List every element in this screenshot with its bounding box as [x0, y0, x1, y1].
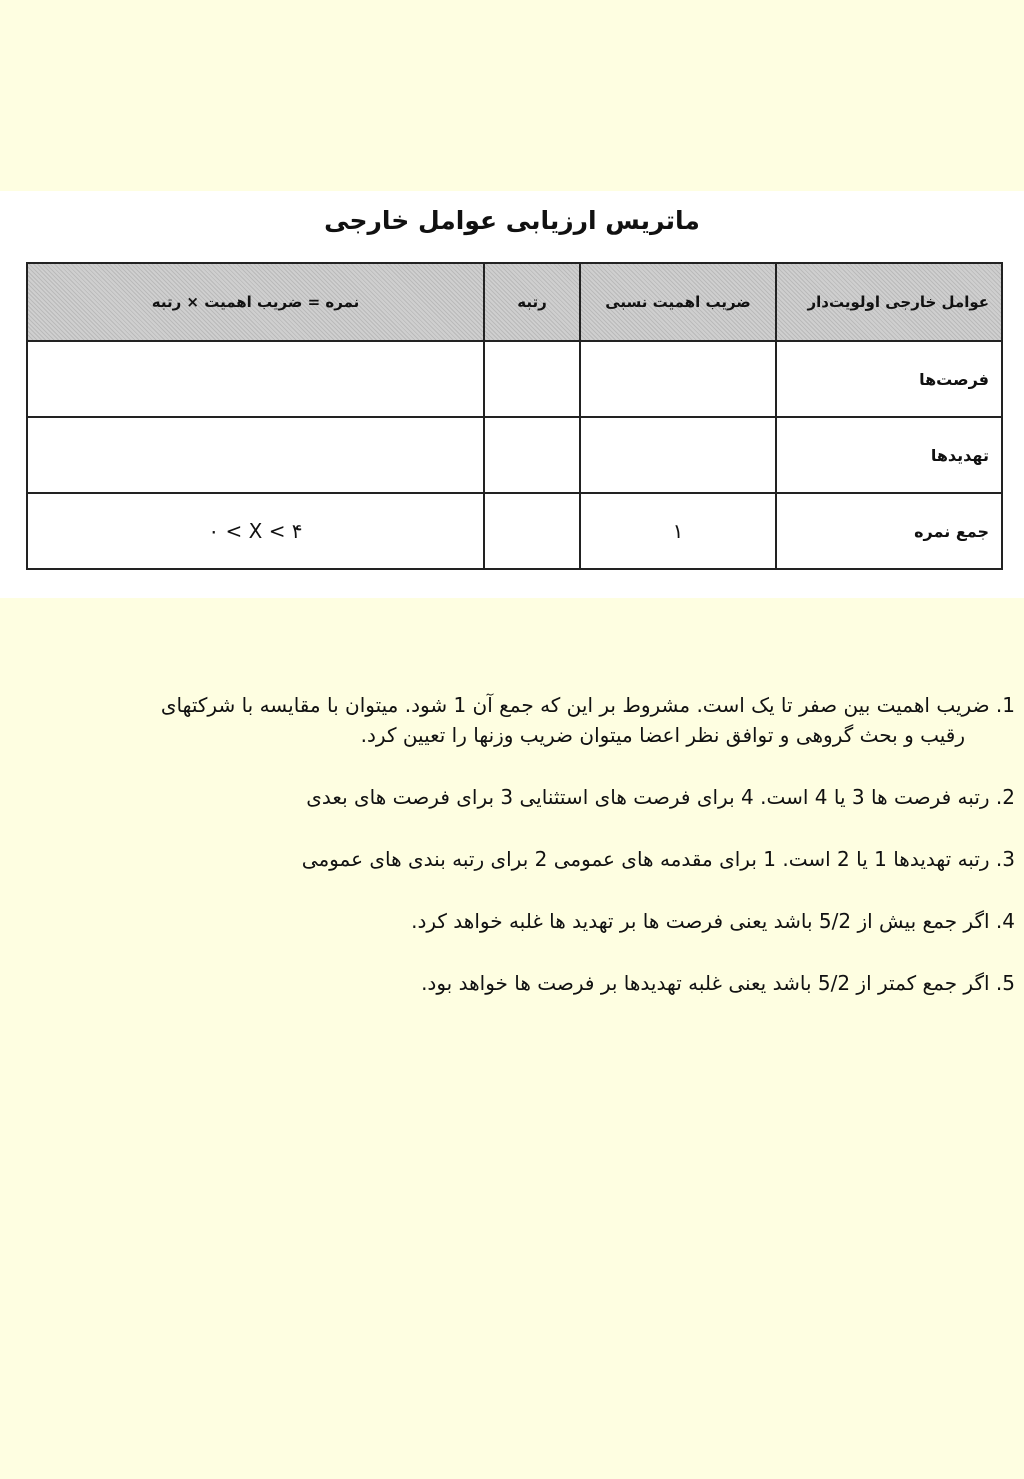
header-rank: رتبه — [484, 263, 580, 341]
table-row-opportunities — [27, 341, 1002, 417]
note-item — [30, 782, 1015, 812]
cell-score — [27, 341, 484, 417]
cell-score — [27, 417, 484, 493]
scanned-table-image — [0, 191, 1024, 598]
notes-list — [30, 690, 1015, 1030]
note-text: اگر جمع بیش از 5/2 باشد یعنی فرصت ها بر تهدید ها غلبه خواهد کرد. — [411, 909, 990, 933]
header-score: نمره = ضریب اهمیت × رتبه — [27, 263, 484, 341]
cell-rank — [484, 417, 580, 493]
header-external-factors: عوامل خارجی اولویت‌دار — [776, 263, 1002, 341]
note-item — [30, 690, 1015, 750]
cell-rank — [484, 493, 580, 569]
note-item — [30, 906, 1015, 936]
cell-rank — [484, 341, 580, 417]
note-text: اگر جمع کمتر از 5/2 باشد یعنی غلبه تهدیدها بر فرصت ها خواهد بود. — [421, 971, 990, 995]
note-number: 4. — [995, 909, 1015, 933]
evaluation-matrix-table — [26, 262, 1003, 570]
note-text: ضریب اهمیت بین صفر تا یک است. مشروط بر این که جمع آن 1 شود. میتوان با مقایسه با شرکتهای — [160, 693, 990, 717]
note-number: 3. — [995, 847, 1015, 871]
note-item — [30, 844, 1015, 874]
table-row-threats — [27, 417, 1002, 493]
cell-weight — [580, 417, 776, 493]
cell-score: ۰ < X < ۴ — [27, 493, 484, 569]
header-relative-weight: ضریب اهمیت نسبی — [580, 263, 776, 341]
note-text: رتبه فرصت ها 3 یا 4 است. 4 برای فرصت های استثنایی 3 برای فرصت های بعدی — [306, 785, 990, 809]
cell-weight — [580, 341, 776, 417]
note-item — [30, 968, 1015, 998]
note-text-continued: رقیب و بحث گروهی و توافق نظر اعضا میتوان ضریب وزنها را تعیین کرد. — [360, 723, 965, 747]
cell-weight: ۱ — [580, 493, 776, 569]
matrix-title: ماتریس ارزیابی عوامل خارجی — [324, 206, 700, 235]
table-header-row — [27, 263, 1002, 341]
note-text: رتبه تهدیدها 1 یا 2 است. 1 برای مقدمه های عمومی 2 برای رتبه بندی های عمومی — [301, 847, 990, 871]
cell-factor: تهدیدها — [776, 417, 1002, 493]
cell-factor: فرصت‌ها — [776, 341, 1002, 417]
note-number: 2. — [995, 785, 1015, 809]
table-row-total — [27, 493, 1002, 569]
note-number: 1. — [995, 693, 1015, 717]
note-number: 5. — [995, 971, 1015, 995]
cell-factor: جمع نمره — [776, 493, 1002, 569]
